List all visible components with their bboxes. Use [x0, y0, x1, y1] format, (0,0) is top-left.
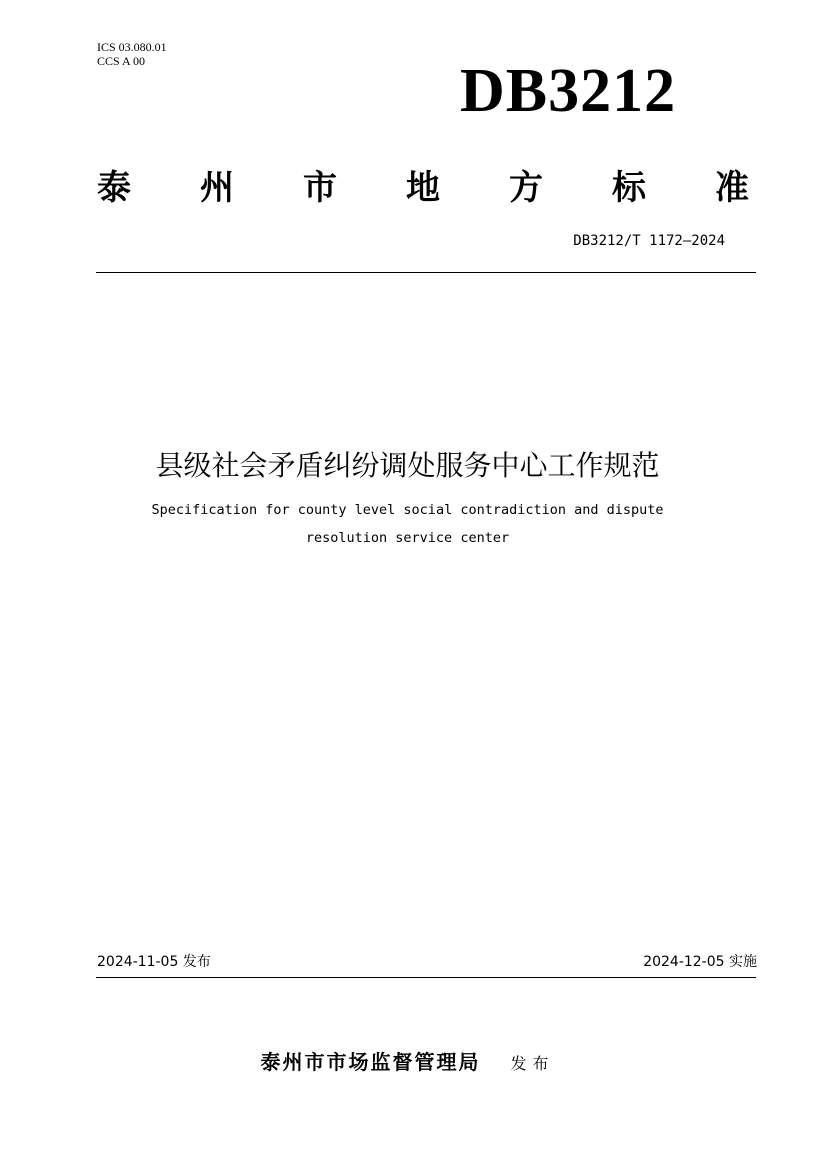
issuing-organization: 泰州市市场监督管理局: [260, 1050, 481, 1074]
publish-date: 2024-11-05 发布: [97, 954, 211, 970]
implement-date: 2024-12-05 实施: [643, 954, 757, 970]
ics-code: ICS 03.080.01: [97, 40, 167, 54]
standard-type-char: 准: [715, 168, 749, 208]
standard-code-logo: DB3212: [460, 57, 677, 125]
bottom-divider: [96, 977, 756, 978]
standard-type-char: 标: [612, 168, 646, 208]
ccs-code: CCS A 00: [97, 54, 146, 68]
title-en-line: resolution service center: [305, 530, 510, 546]
standard-number: DB3212/T 1172—2024: [573, 233, 725, 249]
issue-label: 发布: [510, 1054, 555, 1073]
standard-type-char: 地: [406, 168, 440, 208]
standard-type-char: 市: [303, 168, 337, 208]
standard-type-char: 泰: [97, 168, 131, 208]
title-en-line: Specification for county level social contradiction and dispute: [151, 502, 664, 518]
standard-type-char: 州: [200, 168, 234, 208]
document-title-en: [0, 496, 815, 552]
date-row: [97, 952, 757, 972]
standard-type-char: 方: [509, 168, 543, 208]
top-divider: [96, 272, 756, 273]
issuer-line: [0, 1046, 815, 1075]
standard-type-heading: [97, 166, 749, 210]
classification-codes: [97, 40, 167, 68]
document-title-cn: 县级社会矛盾纠纷调处服务中心工作规范: [155, 449, 660, 482]
